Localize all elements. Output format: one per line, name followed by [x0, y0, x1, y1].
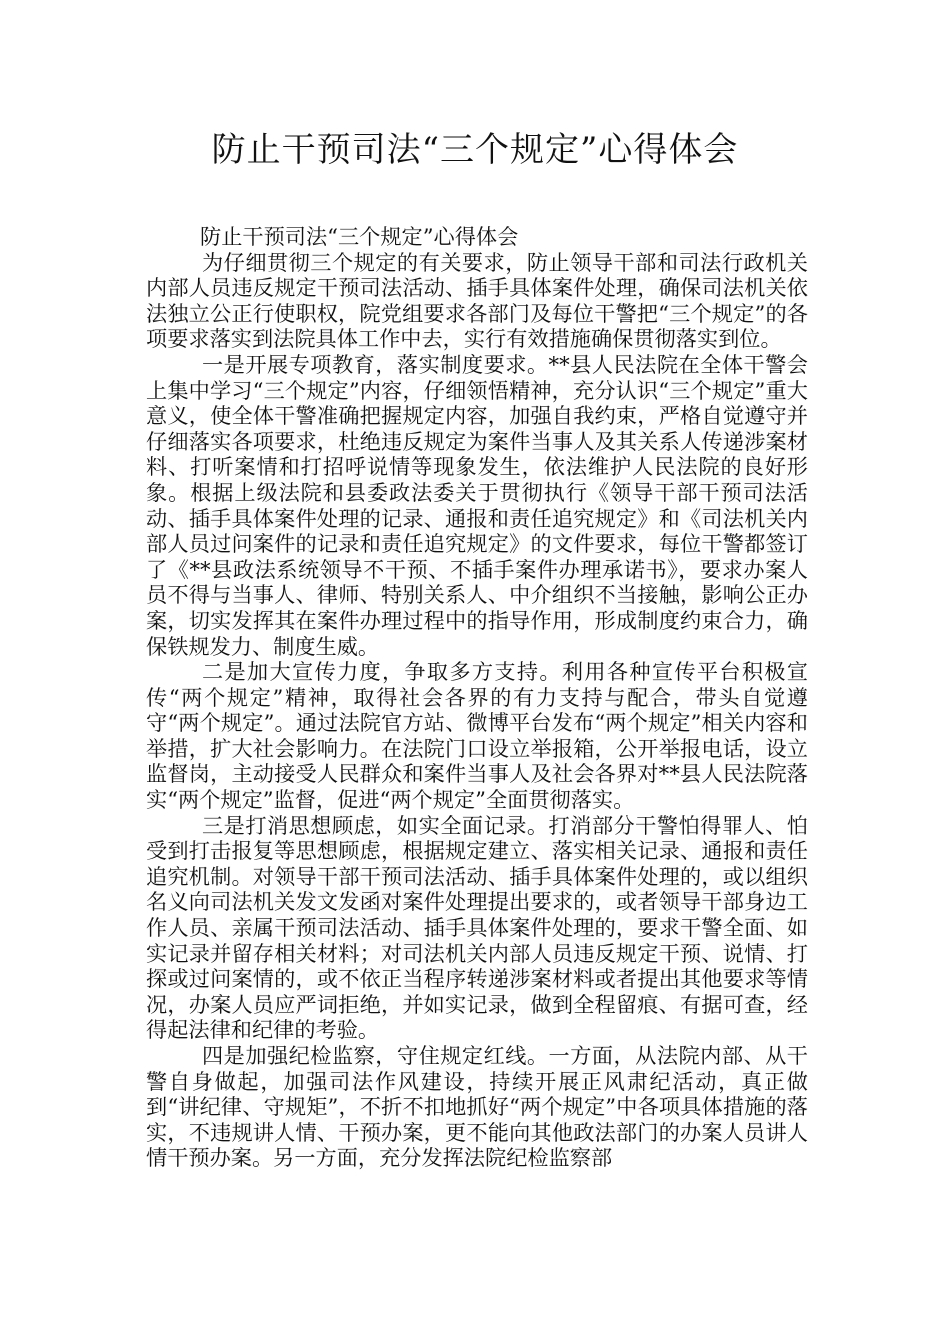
paragraph-one: 一是开展专项教育，落实制度要求。**县人民法院在全体干警会上集中学习“三个规定”内容，仔细领悟精神，充分认识“三个规定”重大意义，使全体干警准确把握规定内容，加强自我约束，严格自觉遵守并仔细落实各项要求，杜绝违反规定为案件当事人及其关系人传递涉案材料、打听案情和打招呼说情等现象发生，依法维护人民法院的良好形象。根据上级法院和县委政法委关于贯彻执行《领导干部干预司法活动、插手具体案件处理的记录、通报和责任追究规定》和《司法机关内部人员过问案件的记录和责任追究规定》的文件要求，每位干警都签订了《**县政法系统领导不干预、不插手案件办理承诺书》，要求办案人员不得与当事人、律师、特别关系人、中介组织不当接触，影响公正办案，切实发挥其在案件办理过程中的指导作用，形成制度约束合力，确保铁规发力、制度生威。 — [146, 351, 808, 659]
document-title: 防止干预司法“三个规定”心得体会 — [211, 130, 739, 170]
paragraph-intro: 为仔细贯彻三个规定的有关要求，防止领导干部和司法行政机关内部人员违反规定干预司法活动、插手具体案件处理，确保司法机关依法独立公正行使职权，院党组要求各部门及每位干警把“三个规定”的各项要求落实到法院具体工作中去，实行有效措施确保贯彻落实到位。 — [146, 249, 808, 352]
paragraph-four: 四是加强纪检监察，守住规定红线。一方面，从法院内部、从干警自身做起，加强司法作风建设，持续开展正风肃纪活动，真正做到“讲纪律、守规矩”，不折不扣地抓好“两个规定”中各项具体措施的落实，不违规讲人情、干预办案，更不能向其他政法部门的办案人员讲人情干预办案。另一方面，充分发挥法院纪检监察部 — [146, 1043, 808, 1171]
paragraph-three: 三是打消思想顾虑，如实全面记录。打消部分干警怕得罪人、怕受到打击报复等思想顾虑，根据规定建立、落实相关记录、通报和责任追究机制。对领导干部干预司法活动、插手具体案件处理的，或以组织名义向司法机关发文发函对案件处理提出要求的，或者领导干部身边工作人员、亲属干预司法活动、插手具体案件处理的，要求干警全面、如实记录并留存相关材料；对司法机关内部人员违反规定干预、说情、打探或过问案情的，或不依正当程序转递涉案材料或者提出其他要求等情况，办案人员应严词拒绝，并如实记录，做到全程留痕、有据可查，经得起法律和纪律的考验。 — [146, 812, 808, 1043]
paragraph-two: 二是加大宣传力度，争取多方支持。利用各种宣传平台积极宣传“两个规定”精神，取得社会各界的有力支持与配合，带头自觉遵守“两个规定”。通过法院官方站、微博平台发布“两个规定”相关内容和举措，扩大社会影响力。在法院门口设立举报箱，公开举报电话，设立监督岗，主动接受人民群众和案件当事人及社会各界对**县人民法院落实“两个规定”监督，促进“两个规定”全面贯彻落实。 — [146, 659, 808, 813]
document-body — [146, 224, 808, 1171]
document-subtitle: 防止干预司法“三个规定”心得体会 — [200, 224, 519, 249]
